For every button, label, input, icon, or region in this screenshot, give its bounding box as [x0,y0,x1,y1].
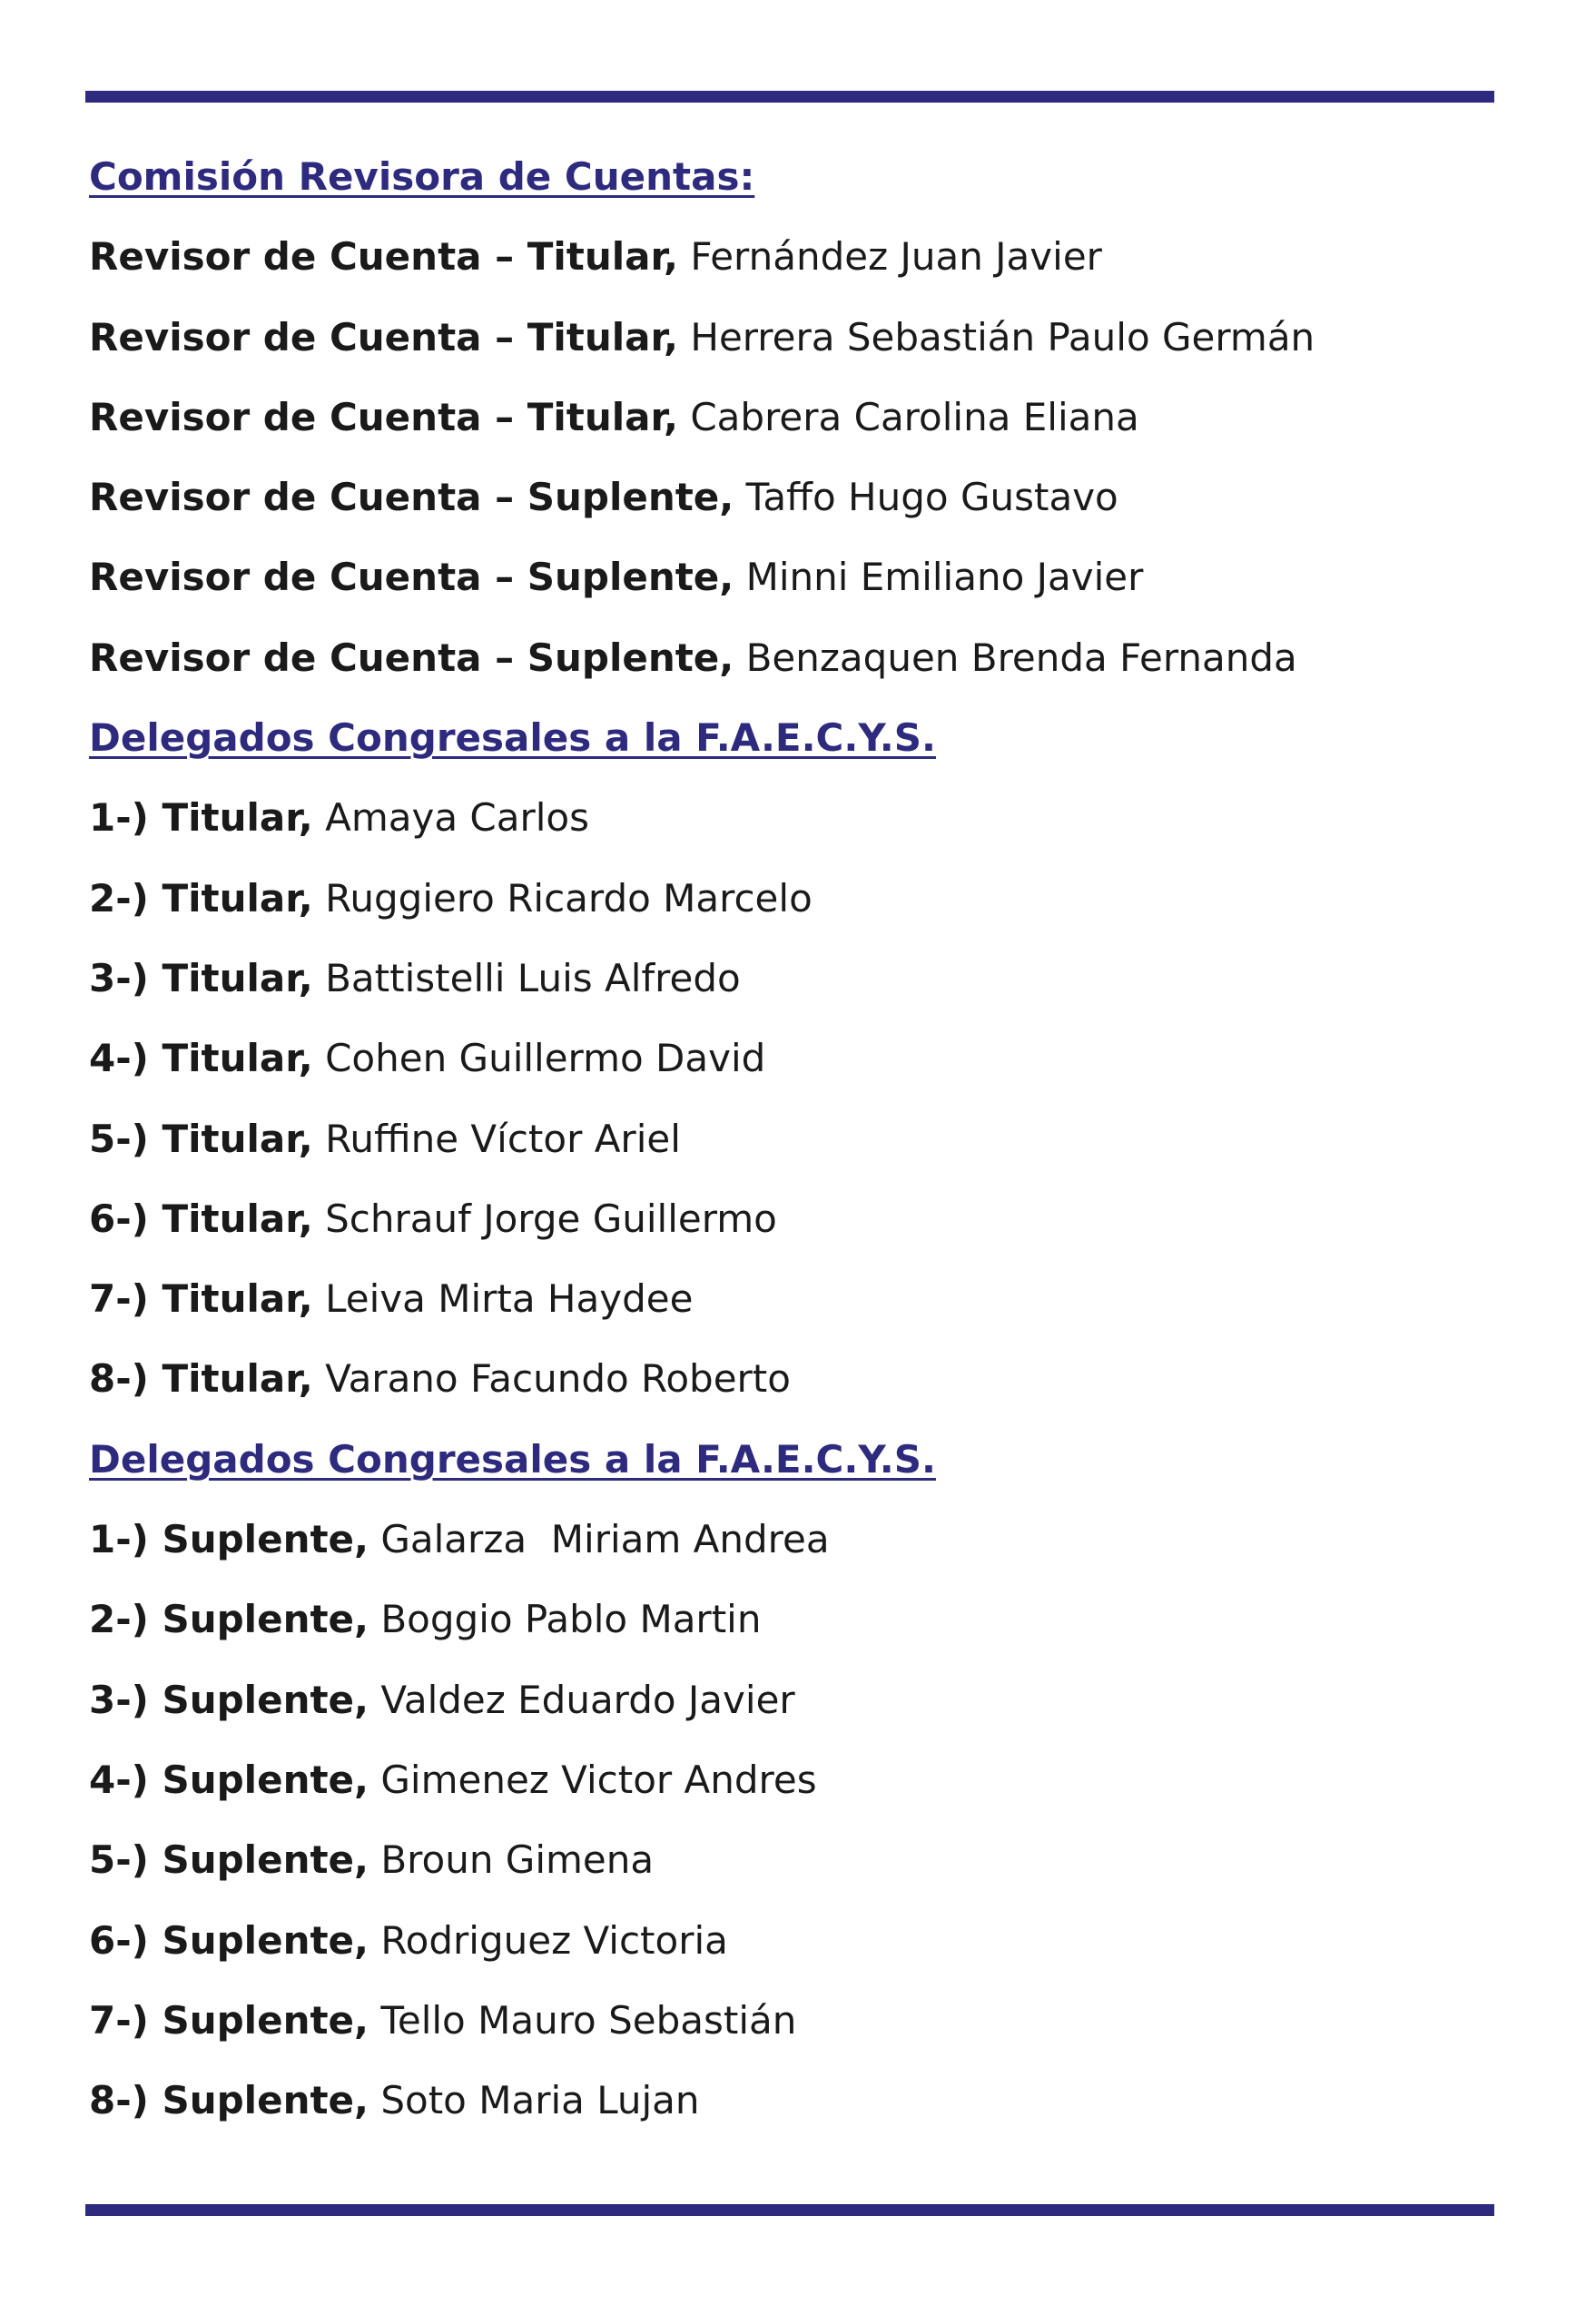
entry-role: 7-) Titular, [89,1276,313,1322]
entry-name: Valdez Eduardo Javier [380,1677,795,1722]
list-item [89,795,1487,879]
entry-name: Cohen Guillermo David [325,1036,766,1081]
entry-name: Boggio Pablo Martin [380,1597,762,1642]
entry-role: 4-) Suplente, [89,1757,369,1802]
entry-role: 5-) Titular, [89,1116,313,1161]
list-item [89,555,1487,638]
entry-name: Tello Mauro Sebastián [380,1997,797,2043]
list-item [89,1036,1487,1119]
entry-role: 7-) Suplente, [89,1997,369,2043]
entry-role: 3-) Suplente, [89,1677,369,1722]
list-item [89,1116,1487,1200]
entry-role: 3-) Titular, [89,955,313,1000]
entry-role: Revisor de Cuenta – Suplente, [89,635,734,680]
entry-role: 1-) Suplente, [89,1517,369,1562]
bottom-divider [85,2204,1494,2216]
entry-name: Herrera Sebastián Paulo Germán [690,314,1315,359]
entry-name: Minni Emiliano Javier [745,555,1144,600]
entry-name: Gimenez Victor Andres [380,1757,817,1802]
entry-role: 1-) Titular, [89,795,313,841]
list-item [89,1196,1487,1280]
list-item [89,1276,1487,1360]
document-body [89,154,1487,2162]
list-item [89,1917,1487,2002]
list-item [89,475,1487,558]
list-item [89,2078,1487,2162]
list-item [89,1356,1487,1440]
entry-role: Revisor de Cuenta – Titular, [89,314,678,359]
list-item [89,314,1487,399]
entry-name: Schrauf Jorge Guillermo [325,1196,777,1241]
list-item [89,955,1487,1039]
entry-name: Taffo Hugo Gustavo [745,475,1118,520]
entry-name: Fernández Juan Javier [690,234,1102,280]
list-item [89,635,1487,719]
section-heading-delegados-titulares: Delegados Congresales a la F.A.E.C.Y.S. [89,715,936,761]
entry-name: Soto Maria Lujan [380,2078,700,2123]
entry-role: 2-) Titular, [89,875,313,921]
entry-role: 2-) Suplente, [89,1597,369,1642]
section-heading-delegados-suplentes: Delegados Congresales a la F.A.E.C.Y.S. [89,1436,936,1482]
list-item [89,394,1487,478]
entry-name: Rodriguez Victoria [380,1917,728,1963]
list-item [89,875,1487,960]
entry-name: Battistelli Luis Alfredo [325,955,741,1000]
entry-name: Amaya Carlos [325,795,589,841]
entry-role: 5-) Suplente, [89,1837,369,1883]
list-item [89,1597,1487,1680]
entry-name: Ruffine Víctor Ariel [325,1116,681,1161]
list-item [89,1837,1487,1921]
list-item [89,1997,1487,2082]
entry-role: 8-) Titular, [89,1356,313,1402]
entry-role: 6-) Titular, [89,1196,313,1241]
entry-name: Ruggiero Ricardo Marcelo [325,875,813,921]
entry-name: Galarza Miriam Andrea [380,1517,830,1562]
top-divider [85,91,1494,103]
entry-name: Leiva Mirta Haydee [325,1276,694,1322]
entry-role: Revisor de Cuenta – Titular, [89,394,678,439]
list-item [89,1757,1487,1841]
entry-name: Cabrera Carolina Eliana [690,394,1139,439]
entry-name: Varano Facundo Roberto [325,1356,791,1402]
list-item [89,1517,1487,1600]
list-item [89,1677,1487,1761]
entry-role: 6-) Suplente, [89,1917,369,1963]
entry-role: Revisor de Cuenta – Suplente, [89,555,734,600]
entry-name: Benzaquen Brenda Fernanda [745,635,1297,680]
section-heading-revisora: Comisión Revisora de Cuentas: [89,154,755,199]
entry-name: Broun Gimena [380,1837,655,1883]
entry-role: Revisor de Cuenta – Titular, [89,234,678,280]
list-item [89,234,1487,318]
entry-role: Revisor de Cuenta – Suplente, [89,475,734,520]
entry-role: 4-) Titular, [89,1036,313,1081]
entry-role: 8-) Suplente, [89,2078,369,2123]
